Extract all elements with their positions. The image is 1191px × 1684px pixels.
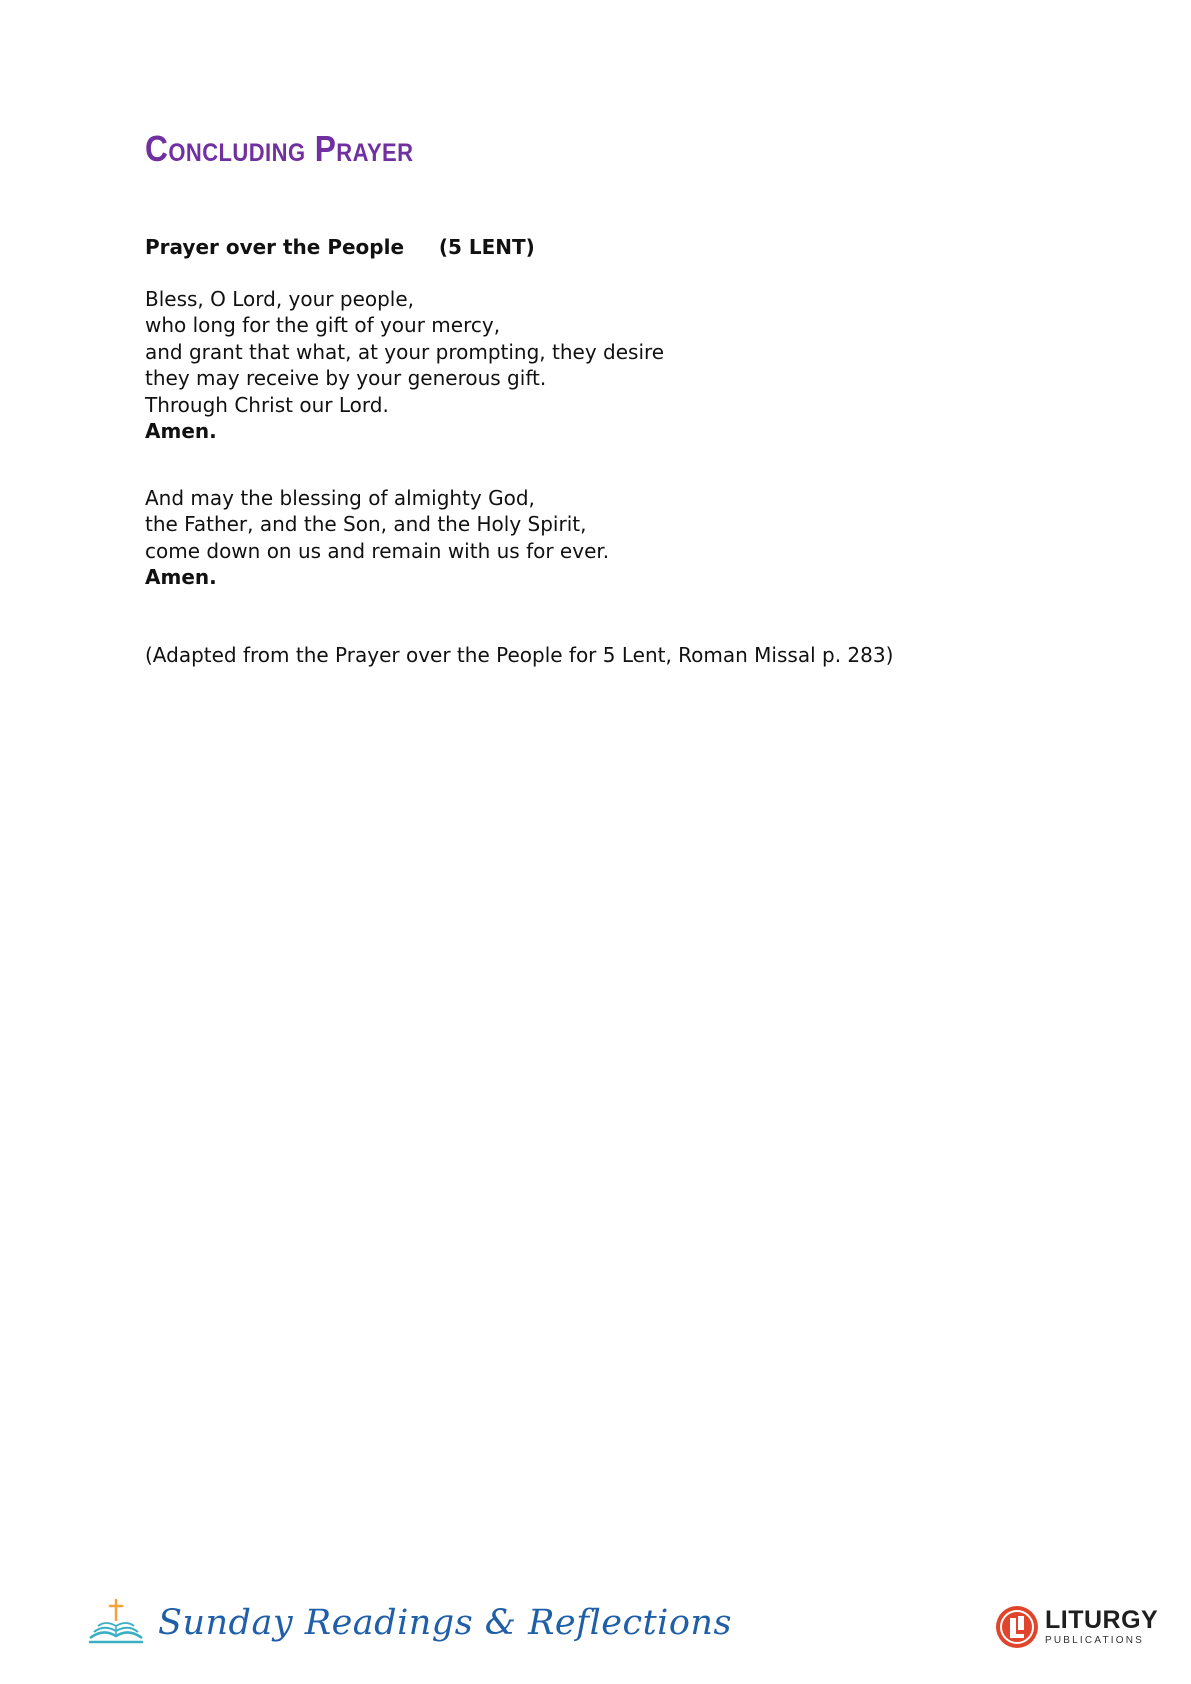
blessing-line: the Father, and the Son, and the Holy Spirit, xyxy=(145,512,587,537)
prayer-line: Bless, O Lord, your people, xyxy=(145,287,415,311)
prayer-line: and grant that what, at your prompting, they desire xyxy=(145,339,665,364)
blessing-line: come down on us and remain with us for ever. xyxy=(145,538,610,563)
page-title: Concluding Prayer xyxy=(145,128,414,169)
source-note: (Adapted from the Prayer over the People for 5 Lent, Roman Missal p. 283) xyxy=(145,643,894,667)
final-blessing xyxy=(145,485,609,591)
blessing-line: And may the blessing of almighty God, xyxy=(145,486,535,510)
open-book-cross-icon xyxy=(86,1598,146,1648)
prayer-response: Amen. xyxy=(145,419,217,444)
section-heading: Prayer over the People (5 LENT) xyxy=(145,235,535,259)
publisher-logo xyxy=(995,1605,1158,1649)
blessing-response: Amen. xyxy=(145,565,217,590)
prayer-line: they may receive by your generous gift. xyxy=(145,366,547,391)
prayer-line: Through Christ our Lord. xyxy=(145,392,389,417)
liturgy-seal-icon xyxy=(995,1605,1039,1649)
footer-brand xyxy=(86,1598,732,1648)
brand-text: Sunday Readings & Reflections xyxy=(158,1603,732,1643)
publisher-name: LITURGY xyxy=(1045,1606,1159,1634)
publisher-sub: PUBLICATIONS xyxy=(1045,1635,1145,1646)
prayer-over-the-people xyxy=(145,286,664,444)
prayer-line: who long for the gift of your mercy, xyxy=(145,313,501,338)
